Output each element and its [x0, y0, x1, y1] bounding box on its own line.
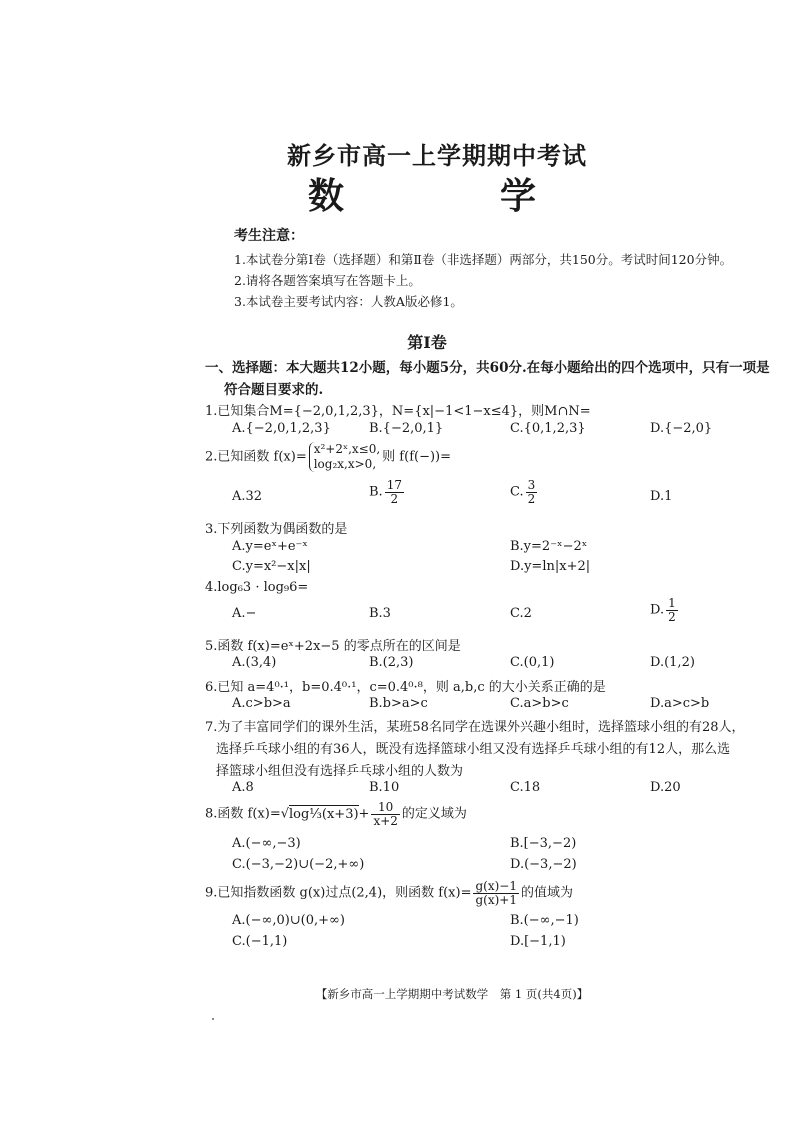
question-1-option-d: D.{−2,0}: [650, 421, 713, 436]
question-5-option-b: B.(2,3): [369, 655, 414, 670]
question-7-line-3: 择篮球小组但没有选择乒乓球小组的人数为: [216, 764, 464, 779]
question-1-stem: 1.已知集合M={−2,0,1,2,3}，N={x|−1<1−x≤4}，则M∩N=: [205, 404, 591, 419]
question-2-option-c: C. $\frac{3}{2}$: [510, 478, 536, 506]
question-6-option-c: C.a>b>c: [510, 696, 569, 711]
question-7-line-1: 7.为了丰富同学们的课外生活，某班58名同学在选课外兴趣小组时，选择篮球小组的有28人，: [205, 720, 745, 735]
question-2-stem-post: 则 f(f(−))=: [382, 449, 451, 465]
question-6-stem: 6.已知 a=4⁰·¹，b=0.4⁰·¹，c=0.4⁰·⁸，则 a,b,c 的大小关系正确的是: [205, 680, 606, 695]
question-4-stem: 4.log₆3 · log₉6=: [205, 580, 309, 595]
question-5-option-d: D.(1,2): [650, 655, 695, 670]
question-9-stem: 9.已知指数函数 g(x)过点(2,4)，则函数 f(x)= $\frac{g(x)-1}{g(x)+1}$ 的值域为: [205, 879, 573, 907]
question-8-stem: 8.函数 f(x)=√log⅓(x+3)+ $\frac{10}{x+2}$ 的定义域为: [205, 800, 467, 828]
question-2-option-d: D.1: [650, 489, 673, 504]
question-2-stem-pre: 2.已知函数 f(x)=: [205, 449, 307, 465]
fraction: $\frac{10}{x+2}$: [373, 800, 398, 828]
sqrt-radicand: log⅓(x+3): [289, 806, 359, 822]
question-9-option-c: C.(−1,1): [232, 934, 288, 949]
notice-title: 考生注意：: [234, 228, 304, 244]
question-7-option-a: A.8: [232, 780, 254, 795]
question-1-option-b: B.{−2,0,1}: [369, 421, 444, 436]
question-2-option-b: B. $\frac{17}{2}$: [369, 478, 402, 506]
question-8-option-a: A.(−∞,−3): [232, 836, 301, 851]
piecewise-brace: [309, 442, 380, 472]
question-5-stem: 5.函数 f(x)=eˣ+2x−5 的零点所在的区间是: [205, 639, 461, 654]
question-9-option-d: D.[−1,1): [510, 934, 566, 949]
question-2-stem: [205, 442, 451, 472]
exam-title: 新乡市高一上学期期中考试: [287, 141, 587, 170]
exam-subject: 数 学: [307, 175, 596, 217]
page-footer: 【新乡市高一上学期期中考试数学 第 1 页(共4页)】: [315, 987, 589, 1001]
scan-speck: [212, 1018, 214, 1020]
question-3-option-a: A.y=eˣ+e⁻ˣ: [232, 539, 308, 554]
question-4-option-c: C.2: [510, 606, 532, 621]
fraction: $\frac{g(x)-1}{g(x)+1}$: [475, 879, 517, 907]
question-3-option-b: B.y=2⁻ˣ−2ˣ: [510, 539, 588, 554]
piecewise-case-2: log₂x,x>0,: [313, 457, 377, 471]
fraction: $\frac{17}{2}$: [386, 478, 402, 506]
question-4-option-a: A.−: [232, 606, 257, 621]
question-3-option-c: C.y=x²−x|x|: [232, 559, 311, 574]
question-1-option-c: C.{0,1,2,3}: [510, 421, 586, 436]
question-2-option-a: A.32: [232, 489, 263, 504]
question-8-option-c: C.(−3,−2)∪(−2,+∞): [232, 857, 365, 872]
question-5-option-a: A.(3,4): [232, 655, 277, 670]
section-heading-line2: 符合题目要求的.: [224, 382, 324, 398]
question-3-stem: 3.下列函数为偶函数的是: [205, 522, 348, 537]
question-9-option-a: A.(−∞,0)∪(0,+∞): [232, 913, 345, 928]
question-6-option-a: A.c>b>a: [232, 696, 291, 711]
section-heading-line1: 一、选择题：本大题共12小题，每小题5分，共60分.在每小题给出的四个选项中，只有一项是: [205, 360, 770, 376]
piecewise-case-1: x²+2ˣ,x≤0,: [313, 442, 381, 456]
question-4-option-b: B.3: [369, 606, 391, 621]
question-4-option-d: D. $\frac{1}{2}$: [650, 596, 676, 624]
question-9-option-b: B.(−∞,−1): [510, 913, 579, 928]
notice-item-1: 1.本试卷分第Ⅰ卷（选择题）和第Ⅱ卷（非选择题）两部分，共150分。考试时间120分钟。: [234, 252, 733, 267]
question-7-option-c: C.18: [510, 780, 541, 795]
question-1-option-a: A.{−2,0,1,2,3}: [232, 421, 331, 436]
question-6-option-d: D.a>c>b: [650, 696, 710, 711]
question-7-line-2: 选择乒乓球小组的有36人，既没有选择篮球小组又没有选择乒乓球小组的有12人，那么选: [216, 742, 731, 757]
fraction: $\frac{3}{2}$: [527, 478, 536, 506]
question-8-option-b: B.[−3,−2): [510, 836, 577, 851]
notice-item-2: 2.请将各题答案填写在答题卡上。: [234, 273, 421, 288]
question-7-option-b: B.10: [369, 780, 400, 795]
question-6-option-b: B.b>a>c: [369, 696, 428, 711]
notice-item-3: 3.本试卷主要考试内容：人教A版必修1。: [234, 294, 463, 309]
question-3-option-d: D.y=ln|x+2|: [510, 559, 591, 574]
question-7-option-d: D.20: [650, 780, 681, 795]
fraction: $\frac{1}{2}$: [668, 596, 676, 624]
volume-heading: 第Ⅰ卷: [407, 333, 447, 352]
question-5-option-c: C.(0,1): [510, 655, 555, 670]
question-8-option-d: D.(−3,−2): [510, 857, 577, 872]
